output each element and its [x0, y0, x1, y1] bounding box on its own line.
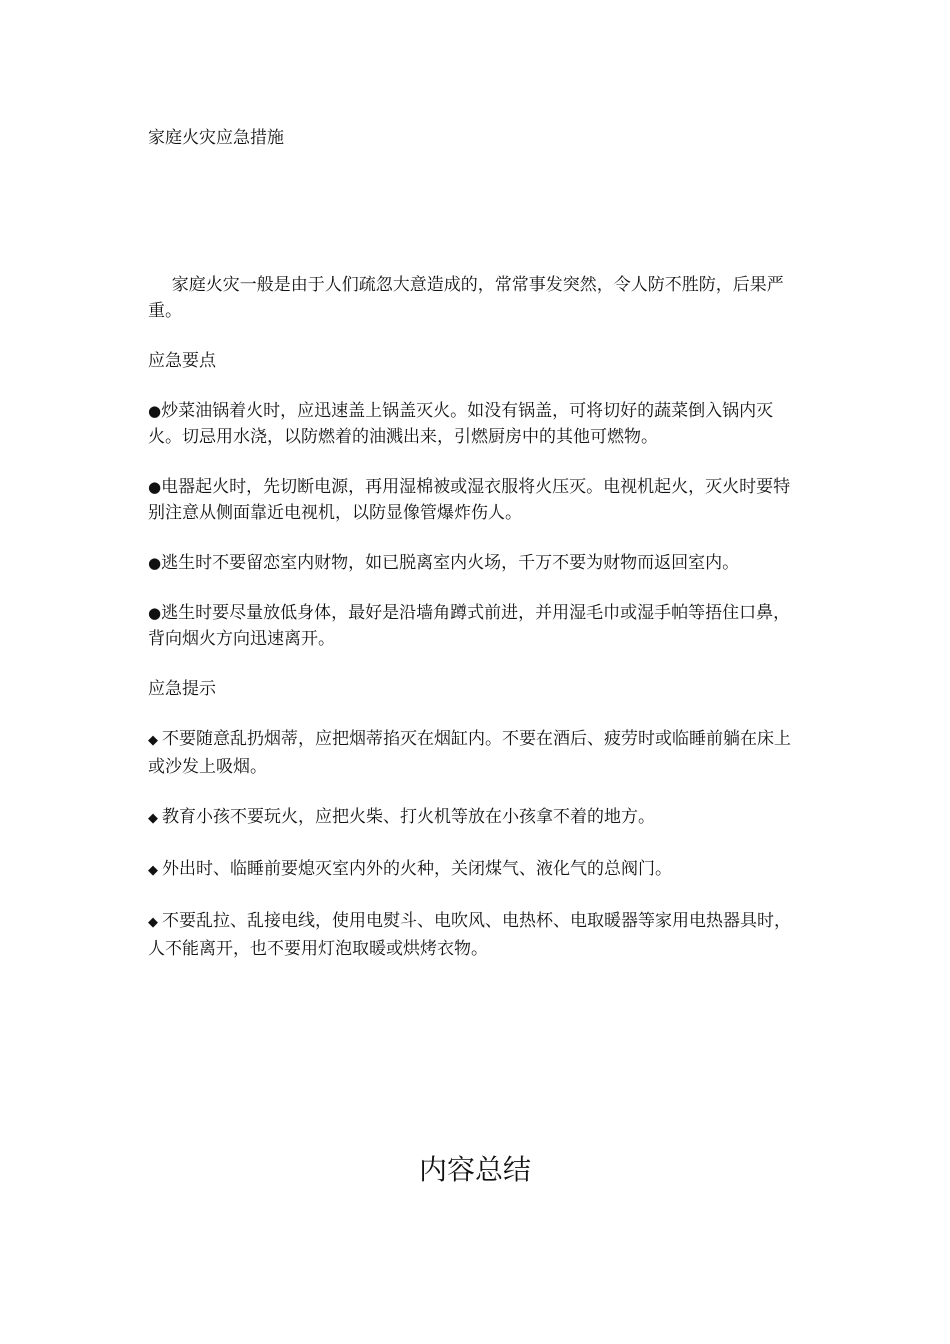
- key-point-text: 炒菜油锅着火时，应迅速盖上锅盖灭火。如没有锅盖，可将切好的蔬菜倒入锅内灭火。切忌用水浇，以防燃着的油溅出来，引燃厨房中的其他可燃物。: [148, 401, 774, 447]
- key-points-heading: 应急要点: [148, 351, 216, 371]
- bullet-diamond-icon: ◆: [148, 733, 158, 748]
- bullet-dot-icon: ●: [148, 604, 162, 622]
- tip-item: [148, 804, 803, 832]
- document-body: [148, 272, 803, 986]
- tip-item: [148, 856, 803, 884]
- bullet-dot-icon: ●: [148, 554, 162, 572]
- tip-text: 外出时、临睡前要熄灭室内外的火种，关闭煤气、液化气的总阀门。: [162, 859, 672, 879]
- tip-item: [148, 908, 803, 962]
- bullet-diamond-icon: ◆: [148, 863, 158, 878]
- bullet-diamond-icon: ◆: [148, 811, 158, 826]
- key-point-text: 电器起火时，先切断电源，再用湿棉被或湿衣服将火压灭。电视机起火，灭火时要特别注意从侧面靠近电视机，以防显像管爆炸伤人。: [148, 477, 791, 523]
- intro-paragraph: 家庭火灾一般是由于人们疏忽大意造成的，常常事发突然，令人防不胜防，后果严重。: [148, 275, 784, 321]
- bullet-dot-icon: ●: [148, 402, 162, 420]
- tips-heading: 应急提示: [148, 679, 216, 699]
- summary-heading: 内容总结: [418, 1153, 531, 1186]
- tip-text: 教育小孩不要玩火，应把火柴、打火机等放在小孩拿不着的地方。: [162, 807, 655, 827]
- key-point-item: [148, 398, 803, 450]
- tip-text: 不要乱拉、乱接电线，使用电熨斗、电吹风、电热杯、电取暖器等家用电热器具时，人不能离开，也不要用灯泡取暖或烘烤衣物。: [148, 911, 791, 959]
- key-point-text: 逃生时不要留恋室内财物，如已脱离室内火场，千万不要为财物而返回室内。: [161, 553, 740, 573]
- key-point-item: [148, 600, 803, 652]
- key-point-item: [148, 550, 803, 576]
- key-point-item: [148, 474, 803, 526]
- tip-item: [148, 726, 803, 780]
- tip-text: 不要随意乱扔烟蒂，应把烟蒂掐灭在烟缸内。不要在酒后、疲劳时或临睡前躺在床上或沙发上吸烟。: [148, 729, 791, 777]
- bullet-dot-icon: ●: [148, 478, 162, 496]
- document-title: 家庭火灾应急措施: [148, 128, 284, 148]
- bullet-diamond-icon: ◆: [148, 915, 158, 930]
- key-point-text: 逃生时要尽量放低身体，最好是沿墙角蹲式前进，并用湿毛巾或湿手帕等捂住口鼻，背向烟火方向迅速离开。: [148, 603, 791, 649]
